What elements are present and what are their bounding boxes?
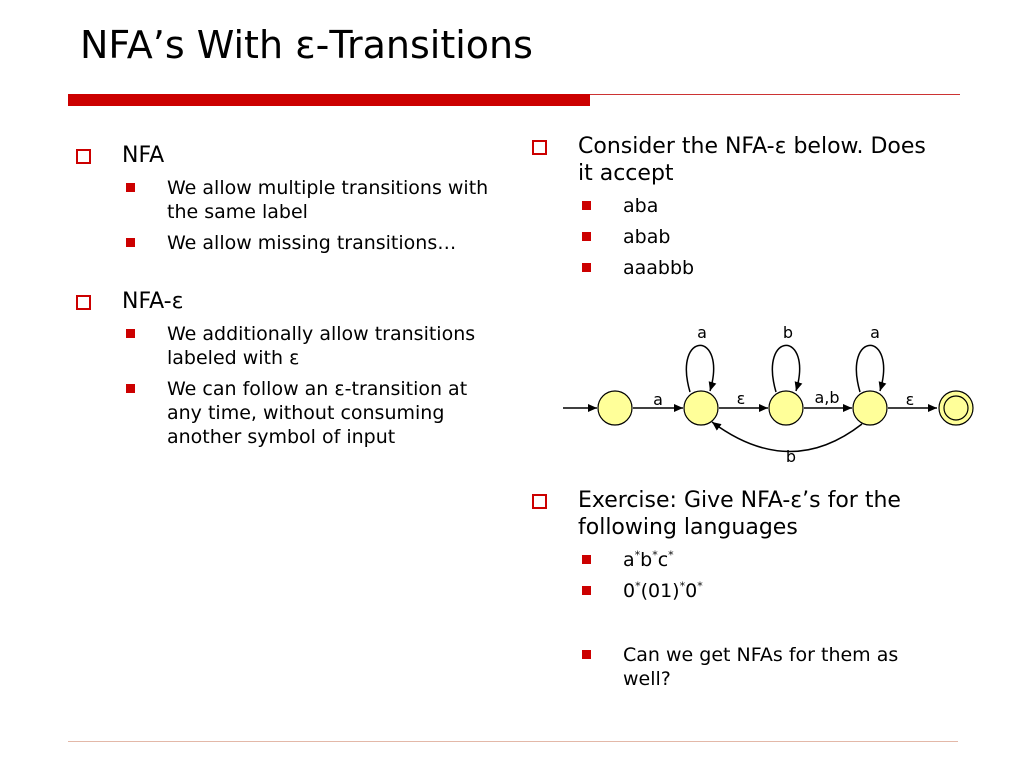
filled-square-bullet-icon xyxy=(582,263,591,272)
filled-square-bullet-icon xyxy=(126,384,135,393)
footer-rule xyxy=(68,741,958,742)
slide-title: NFA’s With ε-Transitions xyxy=(80,23,533,67)
label-back-edge: b xyxy=(785,447,797,466)
state-2 xyxy=(769,391,803,425)
state-final-inner xyxy=(944,396,968,420)
sub-bullet-language-1 xyxy=(576,548,946,572)
filled-square-bullet-icon xyxy=(582,555,591,564)
bullet-label: Exercise: Give NFA-ε’s for the following languages xyxy=(578,488,901,540)
filled-square-bullet-icon xyxy=(126,238,135,247)
sub-bullet xyxy=(576,256,946,280)
filled-square-bullet-icon xyxy=(126,329,135,338)
label-loop-s2: b xyxy=(782,323,794,342)
title-rule-thick xyxy=(68,94,590,106)
language-expression: 0*(01)*0* xyxy=(623,579,703,602)
bullet-label: NFA xyxy=(122,143,165,168)
loop-s1 xyxy=(686,345,713,392)
sub-bullet-followup xyxy=(576,643,946,691)
loop-s3 xyxy=(856,345,883,392)
sub-bullet-language-2 xyxy=(576,579,946,603)
label-s2-s3: a,b xyxy=(814,388,840,407)
sub-bullet xyxy=(120,322,500,370)
filled-square-bullet-icon xyxy=(582,586,591,595)
bullet-nfa-epsilon xyxy=(70,288,500,315)
sub-bullet xyxy=(576,225,946,249)
bullet-consider xyxy=(526,133,946,187)
bullet-exercise xyxy=(526,487,946,541)
hollow-square-bullet-icon xyxy=(532,140,547,155)
sub-bullet-text: abab xyxy=(623,226,671,248)
label-loop-s1: a xyxy=(697,323,707,342)
bullet-nfa xyxy=(70,142,500,169)
state-1 xyxy=(684,391,718,425)
sub-bullet xyxy=(120,231,500,255)
sub-bullet-text: We additionally allow transitions labeled with ε xyxy=(167,323,476,369)
filled-square-bullet-icon xyxy=(582,650,591,659)
right-column xyxy=(526,133,946,280)
hollow-square-bullet-icon xyxy=(76,149,91,164)
label-s3-final: ε xyxy=(905,390,915,409)
label-s0-s1: a xyxy=(653,390,663,409)
state-3 xyxy=(853,391,887,425)
sub-bullet-text: aba xyxy=(623,195,659,217)
sub-bullet xyxy=(120,377,500,449)
sub-bullet xyxy=(576,194,946,218)
hollow-square-bullet-icon xyxy=(76,295,91,310)
sub-bullet-text: We allow missing transitions… xyxy=(167,232,457,254)
filled-square-bullet-icon xyxy=(126,183,135,192)
left-column xyxy=(70,142,500,449)
bullet-label: NFA-ε xyxy=(122,289,184,314)
label-s1-s2: ε xyxy=(736,389,746,408)
language-expression: a*b*c* xyxy=(623,548,674,571)
bullet-label: Consider the NFA-ε below. Does it accept xyxy=(578,134,926,186)
sub-bullet xyxy=(120,176,500,224)
right-column-exercise xyxy=(526,487,946,691)
filled-square-bullet-icon xyxy=(582,201,591,210)
sub-bullet-text: aaabbb xyxy=(623,257,695,279)
loop-s2 xyxy=(772,345,799,392)
filled-square-bullet-icon xyxy=(582,232,591,241)
label-loop-s3: a xyxy=(870,323,880,342)
title-rule-thin xyxy=(590,94,960,95)
sub-bullet-text: We allow multiple transitions with the same label xyxy=(167,177,489,223)
nfa-epsilon-diagram xyxy=(555,315,985,475)
hollow-square-bullet-icon xyxy=(532,494,547,509)
sub-bullet-text: Can we get NFAs for them as well? xyxy=(623,644,899,690)
sub-bullet-text: We can follow an ε-transition at any time, without consuming another symbol of input xyxy=(167,378,468,448)
state-start xyxy=(598,391,632,425)
